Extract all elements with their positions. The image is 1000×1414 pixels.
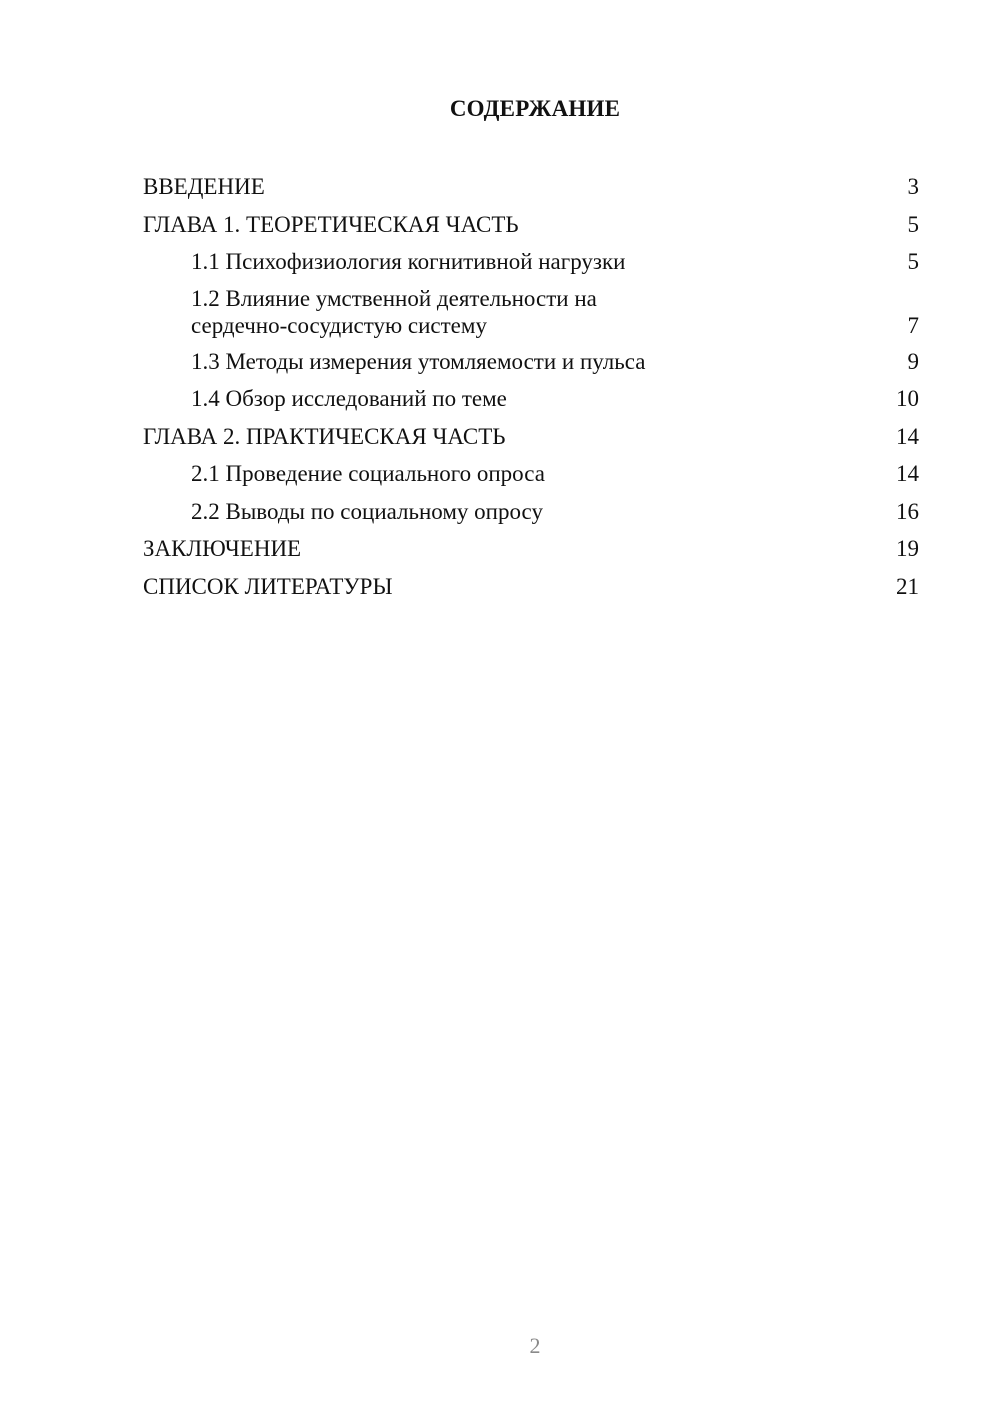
toc-entry-label: 1.4 Обзор исследований по теме (191, 386, 507, 411)
toc-entry-label: 2.1 Проведение социального опроса (191, 461, 545, 486)
toc-entry-page: 5 (907, 249, 919, 274)
toc-entry-section-1-2 (143, 281, 919, 343)
toc-entry-chapter-1 (143, 206, 919, 244)
toc-entry-section-1-3 (143, 343, 919, 381)
toc-entry-label: ГЛАВА 1. ТЕОРЕТИЧЕСКАЯ ЧАСТЬ (143, 211, 519, 237)
table-of-contents (143, 168, 919, 605)
toc-entry-chapter-2 (143, 418, 919, 456)
toc-entry-conclusion (143, 530, 919, 568)
toc-entry-page: 3 (907, 174, 919, 199)
toc-entry-label: СПИСОК ЛИТЕРАТУРЫ (143, 573, 393, 599)
toc-entry-page: 10 (896, 386, 919, 411)
toc-entry-label: 1.2 Влияние умственной деятельности на сердечно-сосудистую систему (191, 285, 597, 338)
page-number: 2 (529, 1333, 541, 1358)
toc-entry-label: ГЛАВА 2. ПРАКТИЧЕСКАЯ ЧАСТЬ (143, 423, 506, 449)
toc-entry-references (143, 568, 919, 606)
toc-entry-page: 21 (896, 573, 919, 599)
toc-entry-label: 2.2 Выводы по социальному опросу (191, 498, 543, 524)
toc-entry-section-2-2 (143, 493, 919, 531)
toc-entry-page: 16 (896, 498, 919, 524)
toc-entry-page: 9 (907, 348, 919, 374)
toc-entry-label: ВВЕДЕНИЕ (143, 174, 265, 199)
toc-entry-label: 1.3 Методы измерения утомляемости и пульса (191, 348, 646, 374)
toc-entry-introduction (143, 168, 919, 206)
toc-entry-section-1-4 (143, 380, 919, 418)
toc-entry-section-2-1 (143, 455, 919, 493)
toc-entry-section-1-1 (143, 243, 919, 281)
toc-entry-label: ЗАКЛЮЧЕНИЕ (143, 536, 302, 561)
toc-entry-page: 14 (896, 461, 919, 486)
toc-entry-page: 7 (907, 312, 919, 338)
toc-entry-label: 1.1 Психофизиология когнитивной нагрузки (191, 249, 626, 274)
toc-entry-page: 19 (896, 536, 919, 561)
page-title: СОДЕРЖАНИЕ (449, 96, 621, 121)
toc-entry-page: 5 (907, 211, 919, 237)
toc-entry-page: 14 (896, 423, 919, 449)
